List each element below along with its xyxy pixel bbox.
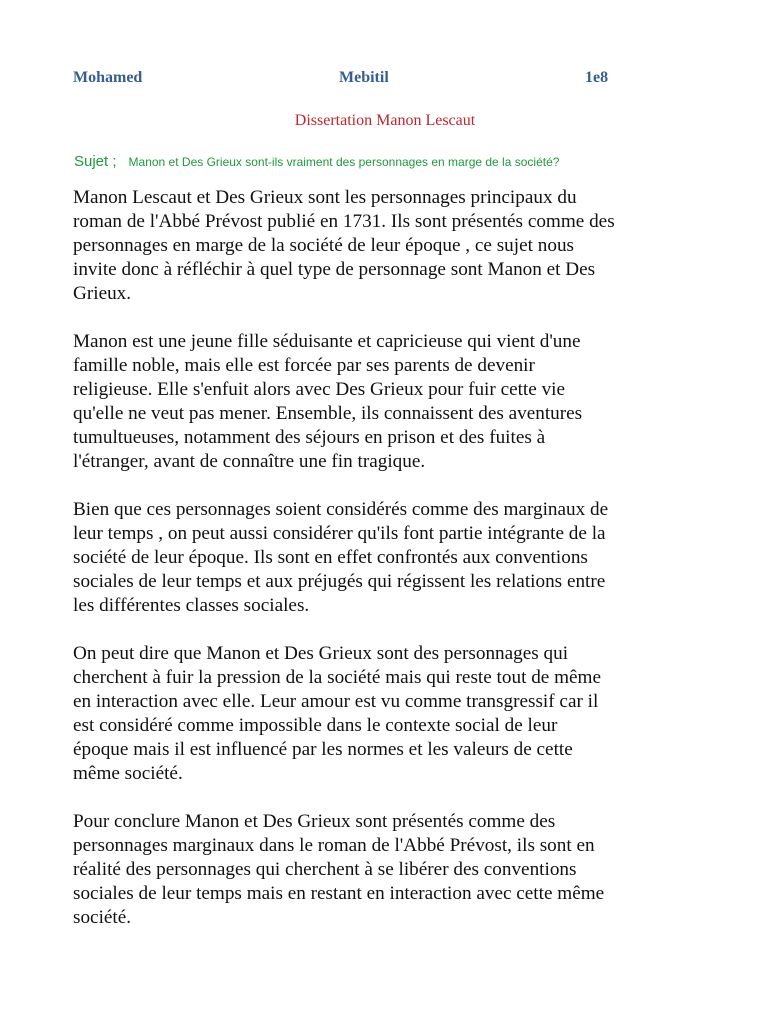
document-title-row (0, 112, 768, 130)
paragraph-line: Pour conclure Manon et Des Grieux sont présentés comme des (73, 811, 556, 832)
subject-line (74, 153, 714, 171)
student-class: 1e8 (585, 69, 609, 86)
paragraph-line: époque mais il est influencé par les normes et les valeurs de cette (73, 739, 573, 760)
paragraph-line: personnages en marge de la société de leur époque , ce sujet nous (73, 235, 575, 256)
paragraph-line: cherchent à fuir la pression de la société mais qui reste tout de même (73, 667, 601, 688)
header-row (0, 69, 768, 91)
paragraph-line: roman de l'Abbé Prévost publié en 1731. Ils sont présentés comme des (73, 211, 615, 232)
paragraph-line: Grieux. (73, 283, 132, 304)
paragraph-line: Manon Lescaut et Des Grieux sont les personnages principaux du (73, 187, 577, 208)
student-last-name: Mebitil (339, 69, 389, 86)
paragraph-line: les différentes classes sociales. (73, 595, 310, 616)
essay-paragraph (73, 186, 703, 306)
paragraph-line: sociales de leur temps et aux préjugés qui régissent les relations entre (73, 571, 606, 592)
paragraph-line: est considéré comme impossible dans le contexte social de leur (73, 715, 558, 736)
paragraph-line: famille noble, mais elle est forcée par ses parents de devenir (73, 355, 535, 376)
essay-paragraph (73, 642, 703, 786)
essay-paragraph (73, 498, 703, 618)
paragraph-line: invite donc à réfléchir à quel type de personnage sont Manon et Des (73, 259, 596, 280)
paragraph-line: tumultueuses, notamment des séjours en prison et des fuites à (73, 427, 546, 448)
paragraph-line: société de leur époque. Ils sont en effet confrontés aux conventions (73, 547, 588, 568)
paragraph-line: religieuse. Elle s'enfuit alors avec Des Grieux pour fuir cette vie (73, 379, 566, 400)
paragraph-line: Bien que ces personnages soient considérés comme des marginaux de (73, 499, 609, 520)
paragraph-line: société. (73, 907, 132, 928)
paragraph-line: sociales de leur temps mais en restant en interaction avec cette même (73, 883, 605, 904)
paragraph-line: Manon est une jeune fille séduisante et capricieuse qui vient d'une (73, 331, 581, 352)
paragraph-line: qu'elle ne veut pas mener. Ensemble, ils connaissent des aventures (73, 403, 583, 424)
subject-label: Sujet ; (74, 153, 117, 170)
essay-paragraph (73, 330, 703, 474)
essay-paragraph (73, 810, 703, 930)
paragraph-line: leur temps , on peut aussi considérer qu'ils font partie intégrante de la (73, 523, 606, 544)
paragraph-line: même société. (73, 763, 183, 784)
paragraph-line: On peut dire que Manon et Des Grieux sont des personnages qui (73, 643, 569, 664)
paragraph-line: l'étranger, avant de connaître une fin tragique. (73, 451, 426, 472)
essay-body (73, 186, 703, 954)
document-title: Dissertation Manon Lescaut (294, 112, 476, 129)
paragraph-line: personnages marginaux dans le roman de l'Abbé Prévost, ils sont en (73, 835, 595, 856)
subject-text: Manon et Des Grieux sont-ils vraiment des personnages en marge de la société? (128, 155, 560, 169)
paragraph-line: réalité des personnages qui cherchent à se libérer des conventions (73, 859, 577, 880)
student-first-name: Mohamed (73, 69, 143, 86)
paragraph-line: en interaction avec elle. Leur amour est vu comme transgressif car il (73, 691, 599, 712)
